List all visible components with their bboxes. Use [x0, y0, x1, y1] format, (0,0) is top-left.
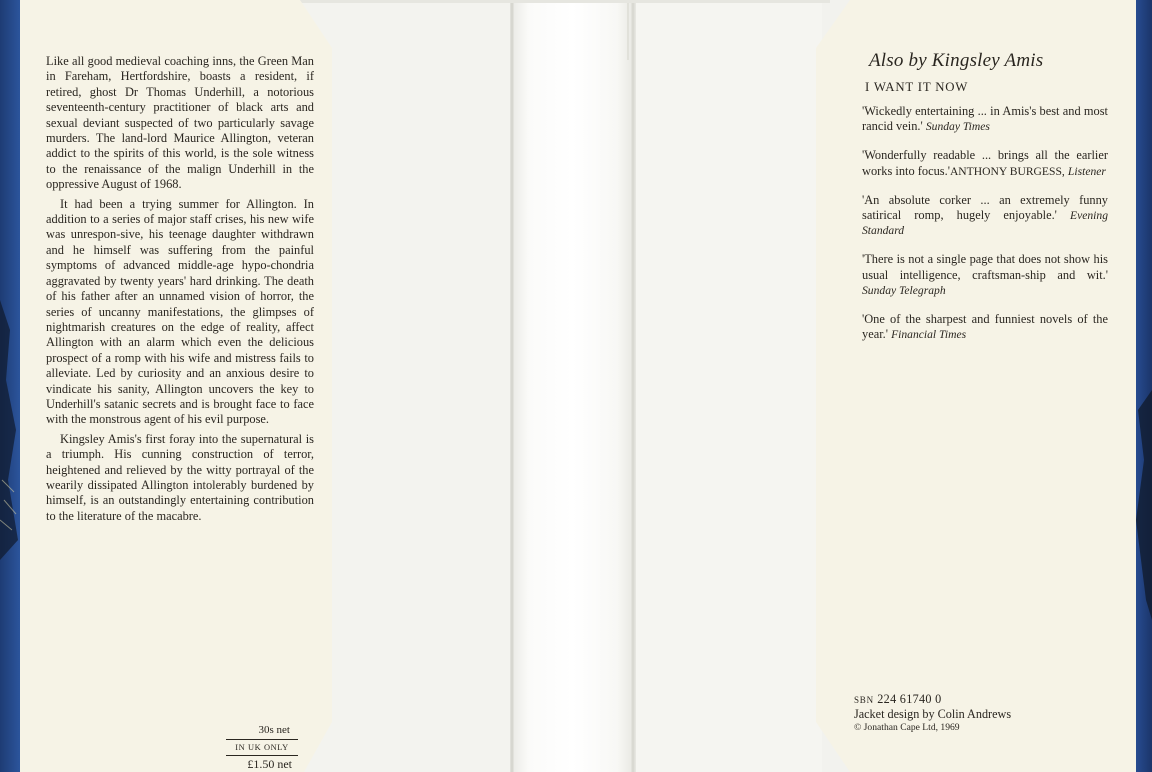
review-source: Evening Standard [862, 209, 1108, 238]
also-by-heading: Also by Kingsley Amis [869, 50, 1044, 71]
review-2 [862, 148, 1108, 178]
sbn-number: 224 61740 0 [877, 692, 942, 706]
copyright-line: © Jonathan Cape Ltd, 1969 [854, 722, 960, 733]
blurb-paragraph-1: Like all good medieval coaching inns, the Green Man in Fareham, Hertfordshire, boasts a resident, if retired, ghost Dr Thomas Underhill, a notorious seventeenth-century practitioner of black arts and sexual deviant suspected of two particularly savage murders. The land-lord Maurice Allington, veteran addict to the spirits of this world, is the sole witness to the renaissance of the malign Underhill in the oppressive August of 1968. [46, 54, 314, 192]
price-net: 30s net [258, 724, 290, 736]
review-source: Sunday Times [925, 120, 990, 134]
review-source: Sunday Telegraph [862, 283, 946, 297]
jacket-design-credit: Jacket design by Colin Andrews [854, 707, 1012, 721]
blurb-paragraph-3: Kingsley Amis's first foray into the supernatural is a triumph. His cunning construction of terror, heightened and relieved by the witty portrayal of the wearily dissipated Allington intolerably burdened by himself, is an outstandingly entertaining contribution to the literature of the macabre. [46, 431, 314, 523]
review-source: Financial Times [891, 328, 967, 342]
review-3 [862, 193, 1108, 239]
review-quote: 'Wonderfully readable ... brings all the earlier works into focus.' [862, 148, 1108, 178]
price-decimal: £1.50 net [247, 757, 292, 771]
price-box [226, 724, 298, 771]
front-flap [20, 0, 332, 772]
review-author: ANTHONY BURGESS, [949, 164, 1065, 178]
review-5 [862, 312, 1108, 342]
blurb-paragraph-2: It had been a trying summer for Allington. In addition to a series of major staff crises, his new wife was unrespon-sive, his teenage daughter withdrawn and he himself was suffering from the painful symptoms of advanced middle-age hypo-chondria aggravated by twenty years' hard drinking. The death of his father after an unnamed vision of horror, the series of uncanny manifestations, the glimpses of nightmarish creatures on the edge of reality, affect Allington with an alarm which even the delicious prospect of a romp with his wife and mistress fails to alleviate. Led by curiosity and an anxious desire to vindicate his sanity, Allington uncovers the key to Underhill's satanic secrets and is brought face to face with the monstrous agent of his evil purpose. [46, 196, 314, 427]
review-quote: 'One of the sharpest and funniest novels of the year.' [862, 312, 1108, 342]
review-quote: 'An absolute corker ... an extremely funny satirical romp, hugely enjoyable.' [862, 192, 1108, 223]
book-title: I WANT IT NOW [865, 80, 969, 94]
credits [854, 692, 1094, 735]
reviews-list [862, 104, 1108, 356]
review-quote: 'There is not a single page that does not show his usual intelligence, craftsman-ship and wit.' [862, 252, 1108, 282]
review-4 [862, 252, 1108, 298]
review-1 [862, 104, 1108, 134]
sbn-line [854, 692, 1094, 707]
blurb [46, 54, 314, 524]
review-quote: 'Wickedly entertaining ... in Amis's best and most rancid vein.' [862, 104, 1108, 134]
review-source: Listener [1067, 164, 1106, 178]
sbn-label: SBN [854, 695, 874, 705]
price-region: IN UK ONLY [226, 739, 298, 756]
back-flap [816, 0, 1136, 772]
